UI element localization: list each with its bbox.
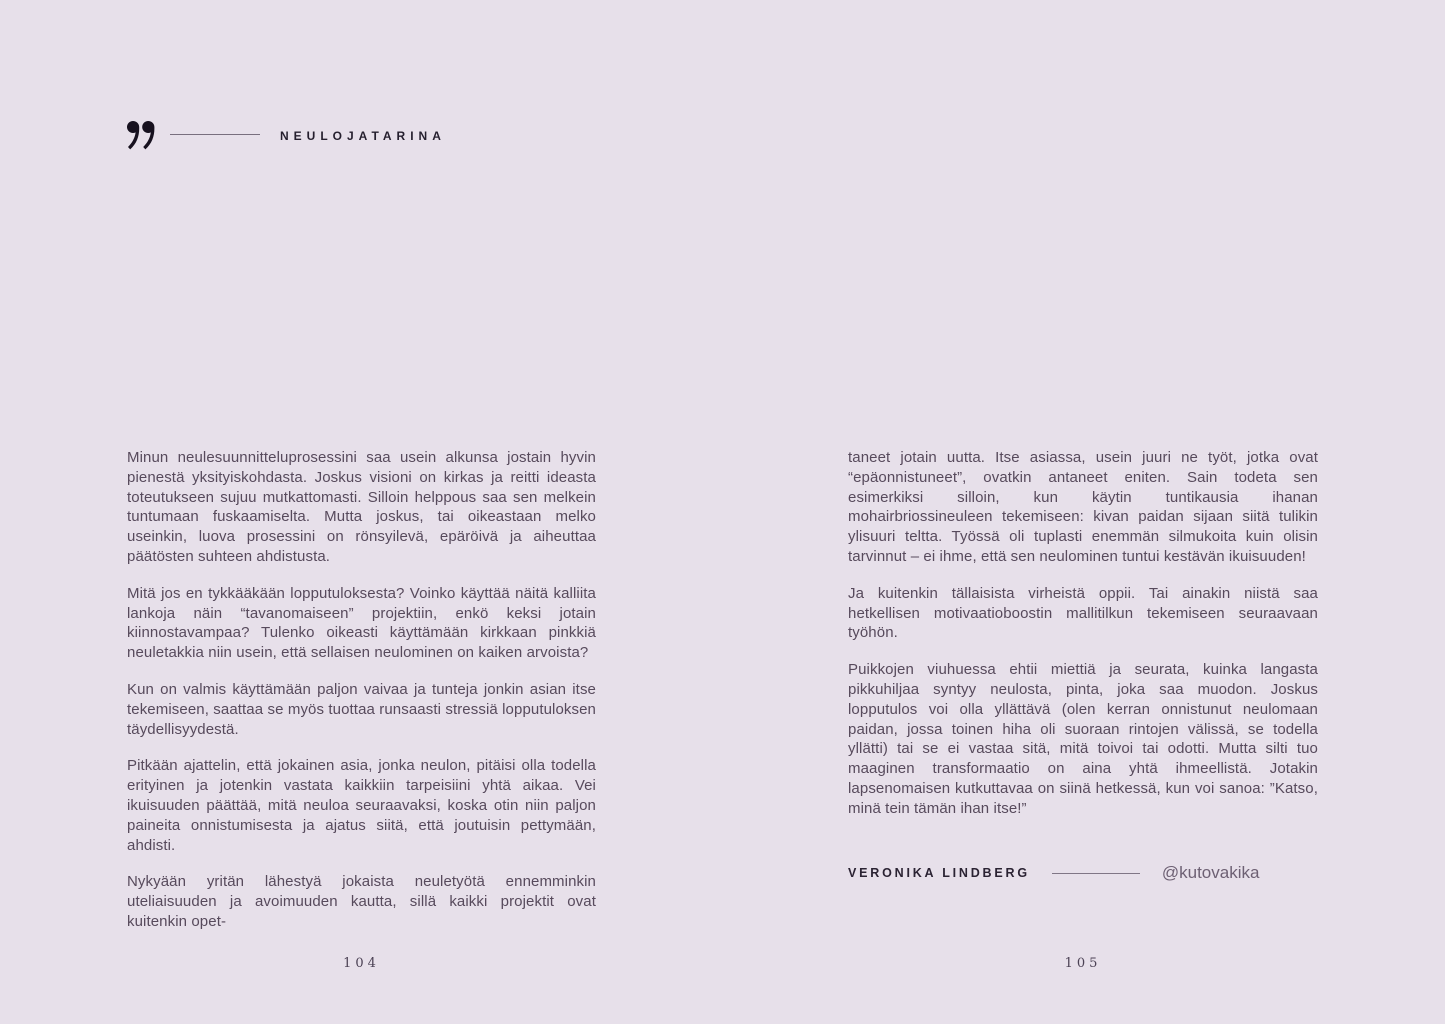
quote-icon: [127, 121, 155, 156]
body-paragraph: Puikkojen viuhuessa ehtii miettiä ja seurata, kuinka langasta pikkuhiljaa syntyy neulosta, pinta, joka saa muodon. Joskus lopputulos voi olla yllättävä (olen kerran onnistunut neulomaan paidan, jossa toinen hiha oli suoraan rintojen välissä, se todella yllätti) tai se ei vastaa sitä, mitä toivoi tai odotti. Mutta silti tuo maaginen transformaatio on aina yhtä ihmeellistä. Jotakin lapsenomaisen kutkuttavaa on siinä hetkessä, kun voi sanoa: ”Katso, minä tein tämän ihan itse!”: [848, 661, 1318, 817]
left-page-text-column: [127, 448, 596, 949]
body-paragraph: Ja kuitenkin tällaisista virheistä oppii. Tai ainakin niistä saa hetkellisen motivaatioboostin mallitilkun tekemiseen seuraavaan työhön.: [848, 584, 1318, 642]
header-rule: [170, 134, 260, 135]
body-paragraph: Pitkään ajattelin, että jokainen asia, jonka neulon, pitäisi olla todella erityinen ja jotenkin vastata kaikkiin tarpeisiini yhtä aikaa. Vei ikuisuuden päättää, mitä neuloa seuraavaksi, koska otin niin paljon paineita onnistumisesta ja ajatus siitä, että joutuisin pettymään, ahdisti.: [127, 757, 596, 854]
body-paragraph: Nykyään yritän lähestyä jokaista neuletyötä ennemminkin uteliaisuuden ja avoimuuden kautta, sillä kaikki projektit ovat kuitenkin opet-: [127, 873, 596, 930]
right-page-text-column: [848, 448, 1318, 836]
author-handle: @kutovakika: [1161, 863, 1260, 882]
page-number-right: 105: [1064, 956, 1102, 971]
body-paragraph: Mitä jos en tykkääkään lopputuloksesta? Voinko käyttää näitä kalliita lankoja näin “tavanomaiseen” projektiin, enkö keksi jotain kiinnostavampaa? Tulenko oikeasti käyttämään kirkkaan pinkkiä neuletakkia niin usein, että sellaisen neulominen on kaiken arvoista?: [127, 584, 596, 662]
author-signature: [848, 863, 1318, 883]
author-rule: [1052, 873, 1140, 874]
section-label: NEULOJATARINA: [280, 129, 446, 143]
body-paragraph: taneet jotain uutta. Itse asiassa, usein juuri ne työt, jotka ovat “epäonnistuneet”, ovatkin antaneet eniten. Sain todeta sen esimerkiksi silloin, kun käytin tuntikausia ihanan mohairbriossineuleen tekemiseen: kivan paidan sijaan siitä tulikin ylisuuri teltta. Työssä oli tuplasti enemmän silmukoita kuin olisin tarvinnut – ei ihme, että sen neulominen tuntui kestävän ikuisuuden!: [848, 449, 1318, 565]
page-number-left: 104: [343, 956, 380, 971]
body-paragraph: Minun neulesuunnitteluprosessini saa usein alkunsa jostain hyvin pienestä yksityiskohdasta. Joskus visioni on kirkas ja reitti ideasta toteutukseen sujuu mutkattomasti. Silloin helppous saa sen melkein tuntumaan fuskaamiselta. Mutta joskus, tai oikeastaan melko useinkin, luova prosessini on rönsyilevä, epäröivä ja aiheuttaa päätösten suhteen ahdistusta.: [127, 449, 596, 565]
author-name: VERONIKA LINDBERG: [848, 866, 1030, 880]
body-paragraph: Kun on valmis käyttämään paljon vaivaa ja tunteja jonkin asian itse tekemiseen, saattaa se myös tuottaa runsaasti stressiä lopputuloksen täydellisyydestä.: [127, 680, 596, 738]
